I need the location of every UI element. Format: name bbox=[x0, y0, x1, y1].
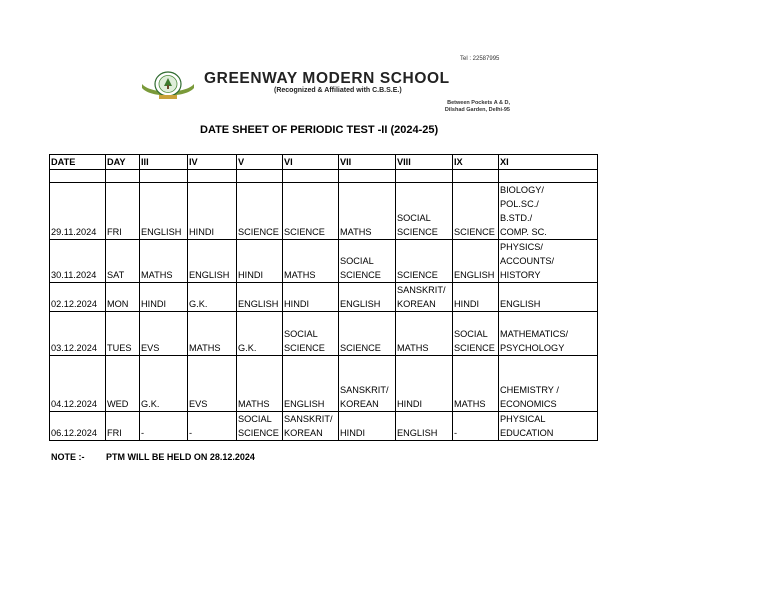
cell-date: 06.12.2024 bbox=[50, 412, 106, 441]
cell-class-viii: SANSKRIT/ KOREAN bbox=[396, 283, 453, 312]
cell-class-iv: MATHS bbox=[188, 312, 237, 356]
cell-date: 03.12.2024 bbox=[50, 312, 106, 356]
header-class-v: V bbox=[237, 155, 283, 170]
cell-class-vi: HINDI bbox=[283, 283, 339, 312]
cell-class-vi: SCIENCE bbox=[283, 183, 339, 240]
cell-class-iv: G.K. bbox=[188, 283, 237, 312]
header-class-iv: IV bbox=[188, 155, 237, 170]
header-class-ix: IX bbox=[453, 155, 499, 170]
note-label: NOTE :- bbox=[51, 452, 85, 462]
cell-class-vi: SOCIAL SCIENCE bbox=[283, 312, 339, 356]
cell-class-vii: MATHS bbox=[339, 183, 396, 240]
table-row bbox=[50, 283, 598, 312]
cell-class-vii: SOCIAL SCIENCE bbox=[339, 240, 396, 283]
address-line-1: Between Pockets A & D, bbox=[447, 100, 510, 106]
header-day: DAY bbox=[106, 155, 140, 170]
cell-class-xi: PHYSICS/ ACCOUNTS/ HISTORY bbox=[499, 240, 598, 283]
telephone-number: Tel : 22587995 bbox=[460, 56, 500, 62]
cell-day: TUES bbox=[106, 312, 140, 356]
cell-class-v: MATHS bbox=[237, 356, 283, 412]
cell-class-iii: MATHS bbox=[140, 240, 188, 283]
school-name: GREENWAY MODERN SCHOOL bbox=[204, 70, 450, 87]
cell-class-iv: EVS bbox=[188, 356, 237, 412]
table-row bbox=[50, 356, 598, 412]
cell-class-ix: HINDI bbox=[453, 283, 499, 312]
cell-class-iii: EVS bbox=[140, 312, 188, 356]
cell-class-viii: SCIENCE bbox=[396, 240, 453, 283]
cell-class-viii: SOCIAL SCIENCE bbox=[396, 183, 453, 240]
cell-class-iv: - bbox=[188, 412, 237, 441]
header-class-viii: VIII bbox=[396, 155, 453, 170]
cell-class-vi: SANSKRIT/ KOREAN bbox=[283, 412, 339, 441]
cell-class-v: SCIENCE bbox=[237, 183, 283, 240]
cell-class-iii: HINDI bbox=[140, 283, 188, 312]
cell-class-ix: SCIENCE bbox=[453, 183, 499, 240]
cell-class-vii: ENGLISH bbox=[339, 283, 396, 312]
cell-class-viii: ENGLISH bbox=[396, 412, 453, 441]
date-sheet-table bbox=[49, 154, 598, 441]
table-row bbox=[50, 312, 598, 356]
table-row bbox=[50, 183, 598, 240]
table-row bbox=[50, 240, 598, 283]
cell-class-iii: ENGLISH bbox=[140, 183, 188, 240]
cell-day: FRI bbox=[106, 412, 140, 441]
cell-class-xi: ENGLISH bbox=[499, 283, 598, 312]
cell-class-vii: SANSKRIT/ KOREAN bbox=[339, 356, 396, 412]
cell-class-ix: ENGLISH bbox=[453, 240, 499, 283]
header-class-xi: XI bbox=[499, 155, 598, 170]
table-row bbox=[50, 412, 598, 441]
cell-class-xi: PHYSICAL EDUCATION bbox=[499, 412, 598, 441]
header-date: DATE bbox=[50, 155, 106, 170]
school-address bbox=[420, 100, 510, 114]
cell-class-iv: ENGLISH bbox=[188, 240, 237, 283]
cell-class-vii: SCIENCE bbox=[339, 312, 396, 356]
header-class-vi: VI bbox=[283, 155, 339, 170]
cell-class-viii: MATHS bbox=[396, 312, 453, 356]
table-header-row bbox=[50, 155, 598, 170]
cell-class-xi: BIOLOGY/ POL.SC./ B.STD./ COMP. SC. bbox=[499, 183, 598, 240]
cell-date: 30.11.2024 bbox=[50, 240, 106, 283]
cell-class-iii: G.K. bbox=[140, 356, 188, 412]
cell-class-v: G.K. bbox=[237, 312, 283, 356]
table-spacer-row bbox=[50, 170, 598, 183]
cell-class-xi: CHEMISTRY / ECONOMICS bbox=[499, 356, 598, 412]
cell-class-ix: MATHS bbox=[453, 356, 499, 412]
address-line-2: Dilshad Garden, Delhi-95 bbox=[444, 107, 510, 113]
header-class-iii: III bbox=[140, 155, 188, 170]
cell-day: WED bbox=[106, 356, 140, 412]
cell-class-ix: SOCIAL SCIENCE bbox=[453, 312, 499, 356]
cell-day: FRI bbox=[106, 183, 140, 240]
school-logo bbox=[140, 70, 196, 102]
document-title: DATE SHEET OF PERIODIC TEST -II (2024-25) bbox=[200, 124, 439, 136]
affiliation-text: (Recognized & Affiliated with C.B.S.E.) bbox=[274, 87, 402, 94]
cell-class-ix: - bbox=[453, 412, 499, 441]
cell-class-xi: MATHEMATICS/ PSYCHOLOGY bbox=[499, 312, 598, 356]
cell-class-v: HINDI bbox=[237, 240, 283, 283]
cell-class-vi: ENGLISH bbox=[283, 356, 339, 412]
cell-date: 29.11.2024 bbox=[50, 183, 106, 240]
cell-day: SAT bbox=[106, 240, 140, 283]
cell-class-iii: - bbox=[140, 412, 188, 441]
cell-class-v: ENGLISH bbox=[237, 283, 283, 312]
cell-date: 02.12.2024 bbox=[50, 283, 106, 312]
note-text: PTM WILL BE HELD ON 28.12.2024 bbox=[106, 452, 255, 462]
cell-class-viii: HINDI bbox=[396, 356, 453, 412]
header-class-vii: VII bbox=[339, 155, 396, 170]
cell-class-vii: HINDI bbox=[339, 412, 396, 441]
cell-class-vi: MATHS bbox=[283, 240, 339, 283]
cell-class-iv: HINDI bbox=[188, 183, 237, 240]
cell-day: MON bbox=[106, 283, 140, 312]
cell-date: 04.12.2024 bbox=[50, 356, 106, 412]
cell-class-v: SOCIAL SCIENCE bbox=[237, 412, 283, 441]
